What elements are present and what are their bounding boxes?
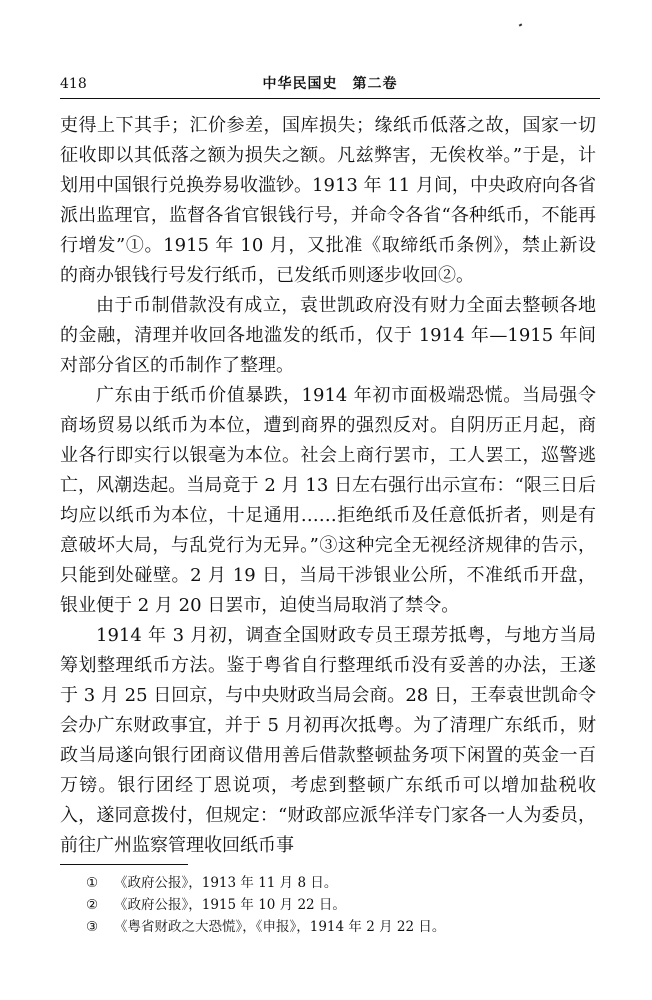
footnote-text: 《政府公报》，1913 年 11 月 8 日。	[114, 875, 338, 891]
footnote-mark: ②	[86, 897, 99, 913]
footnote-text: 《政府公报》，1915 年 10 月 22 日。	[114, 897, 346, 913]
paragraph-wang-jingfang: 1914 年 3 月初，调查全国财政专员王璟芳抵粤，与地方当局筹划整理纸币方法。鉴于粤省自行整理纸币没有妥善的办法，王遂于 3 月 25 日回京，与中央财政当局会商。28 日，王奉袁世凯命令会办广东财政事宜，并于 5 月初再次抵粤。为了清理广东纸币，财政当局遂向银行团商议借用善后借款整顿盐务项下闲置的英金一百万镑。银行团经丁恩说项，考虑到整顿广东纸币可以增加盐税收入，遂同意拨付，但规定：“财政部应派华洋专门家各一人为委员，前往广州监察管理收回纸币事	[60, 625, 596, 856]
header-rule	[60, 98, 600, 99]
page-header	[60, 73, 600, 95]
footnote-item	[86, 894, 596, 916]
paragraph-guangdong-panic: 广东由于纸币价值暴跌，1914 年初市面极端恐慌。当局强令商场贸易以纸币为本位，遭到商界的强烈反对。自阴历正月起，商业各行即实行以银毫为本位。社会上商行罢市，工人罢工，巡警逃亡，风潮迭起。当局竟于 2 月 13 日左右强行出示宣布：“限三日后均应以纸币为本位，十足通用……拒绝纸币及任意低折者，则是有意破坏大局，与乱党行为无异。”③这种完全无视经济规律的告示，只能到处碰壁。2 月 19 日，当局干涉银业公所，不准纸币开盘，银业便于 2 月 20 日罢市，迫使当局取消了禁令。	[60, 385, 596, 616]
footnote-mark: ③	[86, 919, 99, 935]
body-text	[60, 111, 596, 861]
footnote-mark: ①	[86, 875, 99, 891]
footnote-text: 《粤省财政之大恐慌》，《申报》，1914 年 2 月 22 日。	[114, 919, 446, 935]
footnote-rule	[60, 864, 188, 865]
footnotes	[86, 872, 596, 938]
footnote-item	[86, 916, 596, 938]
paragraph-currency-loan: 由于币制借款没有成立，袁世凯政府没有财力全面去整顿各地的金融，清理并收回各地滥发的纸币，仅于 1914 年—1915 年间对部分省区的币制作了整理。	[60, 295, 596, 376]
footnote-item	[86, 872, 596, 894]
running-title: 中华民国史 第二卷	[262, 76, 398, 92]
page-number: 418	[60, 76, 87, 92]
scan-speck	[519, 23, 523, 26]
paragraph-continued: 吏得上下其手；汇价参差，国库损失；缘纸币低落之故，国家一切征收即以其低落之额为损失之额。凡兹弊害，无俟枚举。”于是，计划用中国银行兑换券易收滥钞。1913 年 11 月间，中央政府向各省派出监理官，监督各省官银钱行号，并命令各省“各种纸币，不能再行增发”①。1915 年 10 月，又批准《取缔纸币条例》，禁止新设的商办银钱行号发行纸币，已发纸币则逐步收回②。	[60, 115, 596, 286]
